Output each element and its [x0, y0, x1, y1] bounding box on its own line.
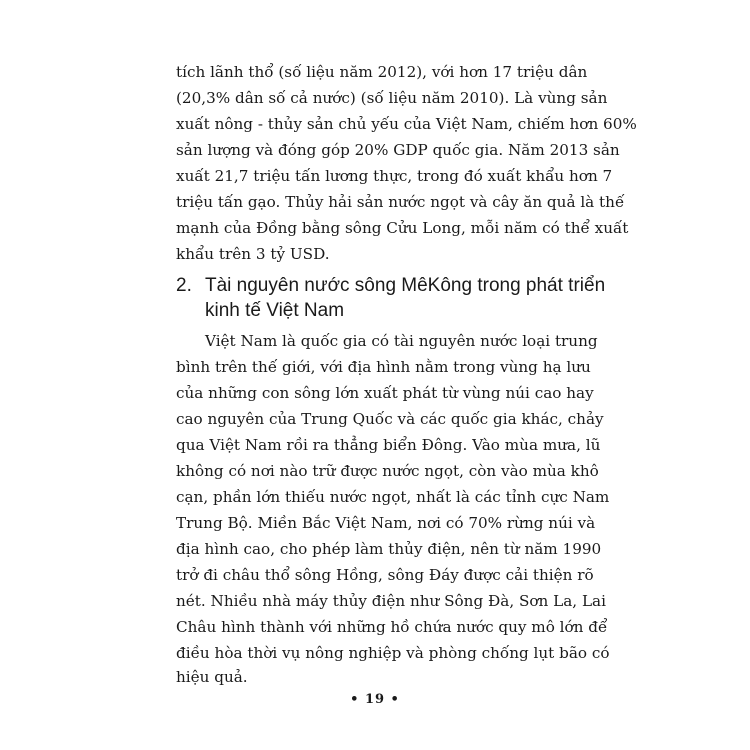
text-line: tích lãnh thổ (số liệu năm 2012), với hơn 17 triệu dân — [176, 63, 588, 81]
text-line: Việt Nam là quốc gia có tài nguyên nước loại trung — [205, 332, 598, 350]
section-title-line: kinh tế Việt Nam — [205, 300, 345, 321]
text-line: mạnh của Đồng bằng sông Cửu Long, mỗi năm có thể xuất — [176, 219, 629, 237]
text-line: sản lượng và đóng góp 20% GDP quốc gia. Năm 2013 sản — [176, 141, 620, 159]
text-line: điều hòa thời vụ nông nghiệp và phòng chống lụt bão có — [176, 644, 610, 662]
text-line: hiệu quả. — [176, 668, 248, 686]
text-line: xuất nông - thủy sản chủ yếu của Việt Nam, chiếm hơn 60% — [176, 115, 637, 133]
text-line: xuất 21,7 triệu tấn lương thực, trong đó xuất khẩu hơn 7 — [176, 167, 613, 185]
text-line: cao nguyên của Trung Quốc và các quốc gia khác, chảy — [176, 410, 604, 428]
section-number: 2. — [176, 275, 192, 296]
text-line: qua Việt Nam rồi ra thẳng biển Đông. Vào mùa mưa, lũ — [176, 436, 601, 454]
text-line: (20,3% dân số cả nước) (số liệu năm 2010). Là vùng sản — [176, 89, 608, 107]
text-line: nét. Nhiều nhà máy thủy điện như Sông Đà, Sơn La, Lai — [176, 592, 606, 610]
text-line: địa hình cao, cho phép làm thủy điện, nên từ năm 1990 — [176, 540, 602, 558]
text-line: không có nơi nào trữ được nước ngọt, còn vào mùa khô — [176, 462, 599, 480]
text-line: triệu tấn gạo. Thủy hải sản nước ngọt và cây ăn quả là thế — [176, 193, 625, 211]
text-line: khẩu trên 3 tỷ USD. — [176, 245, 330, 263]
text-line: Trung Bộ. Miền Bắc Việt Nam, nơi có 70% rừng núi và — [176, 514, 596, 532]
text-line: bình trên thế giới, với địa hình nằm trong vùng hạ lưu — [176, 358, 591, 376]
section-title-line: Tài nguyên nước sông MêKông trong phát triển — [205, 275, 606, 296]
text-line: cạn, phần lớn thiếu nước ngọt, nhất là các tỉnh cực Nam — [176, 488, 610, 506]
page-number: • 19 • — [350, 692, 400, 707]
text-line: Châu hình thành với những hồ chứa nước quy mô lớn để — [176, 618, 608, 636]
text-line: trở đi châu thổ sông Hồng, sông Đáy được cải thiện rõ — [176, 566, 594, 584]
text-line: của những con sông lớn xuất phát từ vùng núi cao hay — [176, 384, 594, 402]
